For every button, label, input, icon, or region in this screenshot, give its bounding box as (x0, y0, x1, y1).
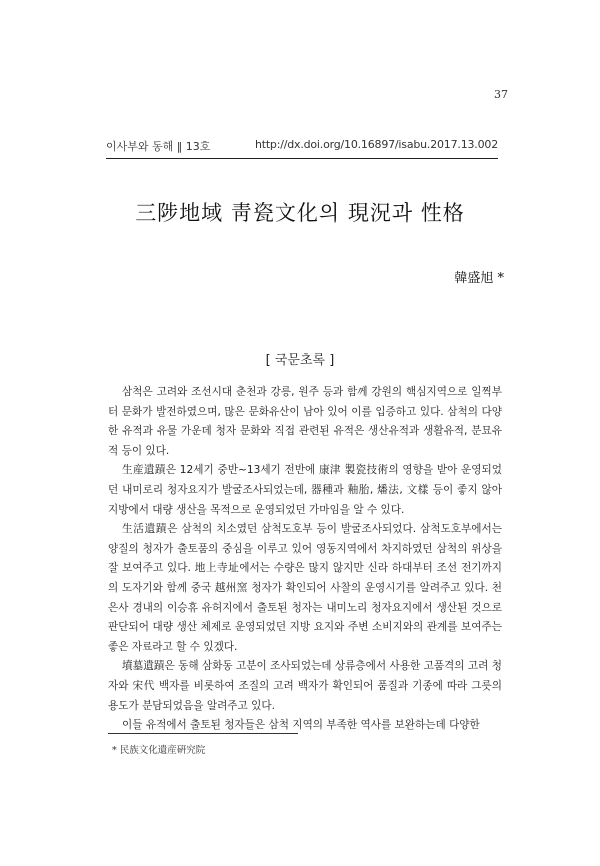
paper-title: 三陟地域 靑瓷文化의 現況과 性格 (135, 201, 465, 225)
abstract-paragraph: 삼척은 고려와 조선시대 춘천과 강릉, 원주 등과 함께 강원의 핵심지역으로 일찍부터 문화가 발전하였으며, 많은 문화유산이 남아 있어 이를 입증하고 있다. 삼척의 다양한 유적과 유물 가운데 청자 문화와 직접 관련된 유적은 생산유적과 생활유적, 분묘유적 등이 있다. (108, 386, 502, 457)
footnote-divider (108, 733, 298, 734)
abstract-paragraph: 이들 유적에서 출토된 청자들은 삼척 지역의 부족한 역사를 보완하는데 다양한 (122, 719, 480, 732)
journal-name: 이사부와 동해 ‖ 13호 (106, 140, 211, 153)
abstract-body (108, 383, 502, 736)
doi-link[interactable]: http://dx.doi.org/10.16897/isabu.2017.13.002 (254, 138, 498, 151)
abstract-paragraph: 生産遺蹟은 12세기 중반∼13세기 전반에 康津 製瓷技術의 영향을 받아 운영되었던 내미로리 청자요지가 발굴조사되었는데, 器種과 釉胎, 燔法, 文樣 등이 좋지 않아 지방에서 대량 생산을 목적으로 운영되었던 가마임을 알 수 있다. (108, 464, 502, 516)
running-header (106, 138, 498, 159)
abstract-paragraph: 墳墓遺蹟은 동해 삼화동 고분이 조사되었는데 상류층에서 사용한 고품격의 고려 청자와 宋代 백자를 비롯하여 조질의 고려 백자가 확인되어 품질과 기종에 따라 그릇의 용도가 분담되었음을 알려주고 있다. (108, 660, 502, 712)
footnote: * 民族文化遺産硏究院 (112, 745, 206, 756)
author-name: 韓盛旭 * (454, 271, 504, 286)
abstract-heading: [ 국문초록 ] (265, 353, 335, 368)
abstract-paragraph: 生活遺蹟은 삼척의 치소였던 삼척도호부 등이 발굴조사되었다. 삼척도호부에서는 양질의 청자가 출토품의 중심을 이루고 있어 영동지역에서 차지하였던 삼척의 위상을 잘 보여주고 있다. 地上寺址에서는 수량은 많지 않지만 신라 하대부터 조선 전기까지의 도자기와 함께 중국 越州窯 청자가 확인되어 사찰의 운영시기를 알려주고 있다. 천은사 경내의 이승휴 유허지에서 출토된 청자는 내미노리 청자요지에서 생산된 것으로 판단되어 대량 생산 체제로 운영되었던 지방 요지와 주변 소비지와의 관계를 보여주는 좋은 자료라고 할 수 있겠다. (108, 523, 502, 653)
page-number: 37 (494, 88, 508, 101)
